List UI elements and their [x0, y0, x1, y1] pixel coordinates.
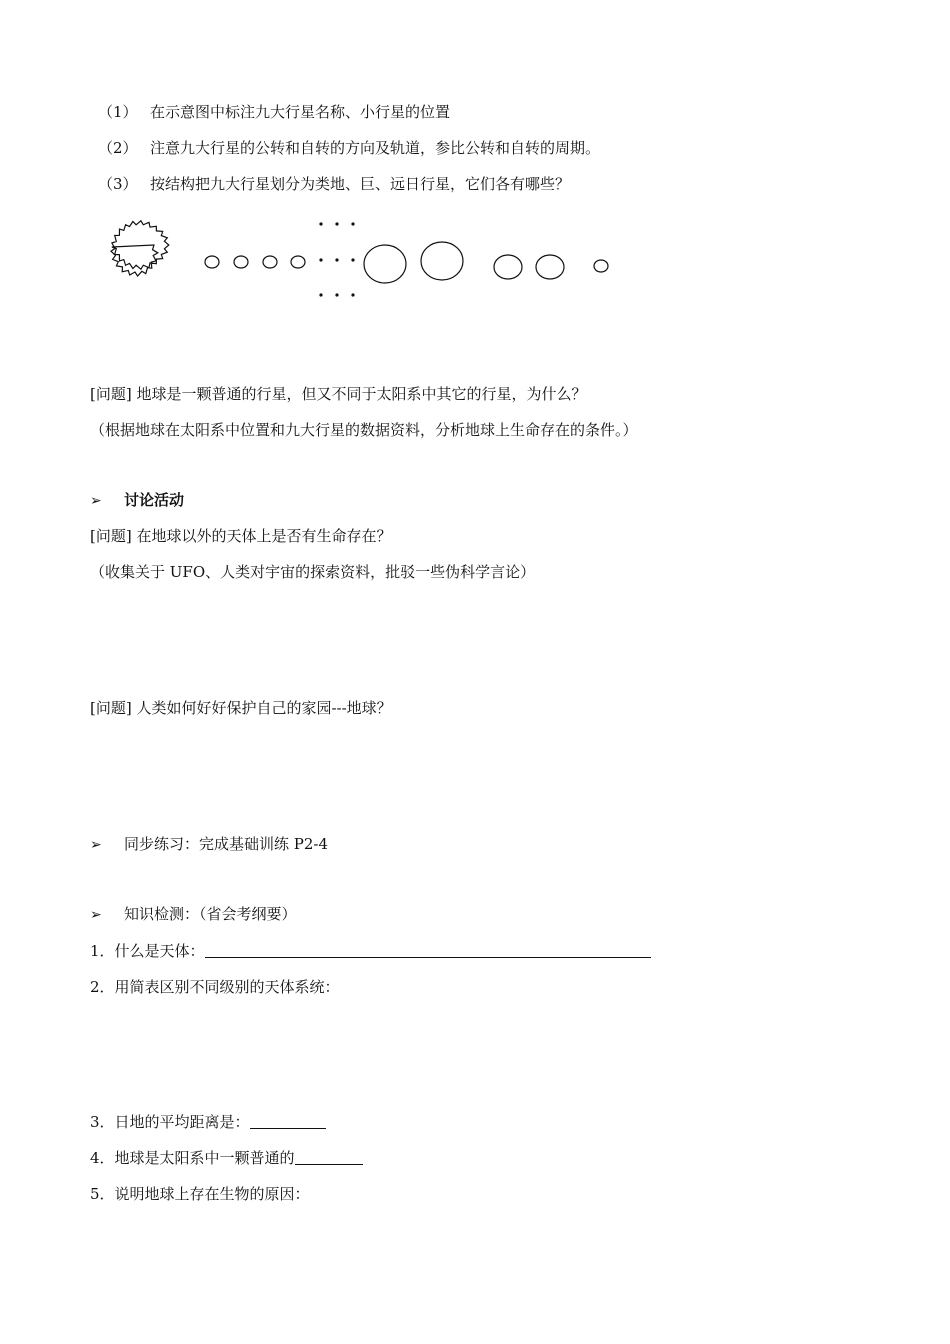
section-title: 讨论活动 — [124, 491, 185, 509]
task-text: 在示意图中标注九大行星名称、小行星的位置 — [150, 103, 451, 121]
task-text: 注意九大行星的公转和自转的方向及轨道，参比公转和自转的周期。 — [150, 139, 601, 157]
question-life-hint: （收集关于 UFO、人类对宇宙的探索资料，批驳一些伪科学言论） — [90, 563, 536, 581]
item-number: 2． — [90, 978, 115, 996]
planet-uranus — [494, 255, 522, 279]
bullet-arrow-icon: ➢ — [90, 493, 102, 509]
question-protect-earth: [问题] 人类如何好好保护自己的家园---地球？ — [90, 699, 392, 717]
question-earth-hint: （根据地球在太阳系中位置和九大行星的数据资料，分析地球上生命存在的条件。） — [90, 421, 638, 439]
section-discussion — [90, 490, 184, 511]
planet-earth — [263, 256, 277, 268]
item-text: 什么是天体： — [114, 942, 205, 960]
check-item-1 — [90, 941, 651, 961]
asteroid-belt — [319, 222, 354, 296]
item-number: 5． — [90, 1185, 115, 1203]
solar-system-diagram — [90, 210, 630, 310]
item-text: 日地的平均距离是： — [114, 1113, 250, 1131]
item-number: 3． — [90, 1113, 115, 1131]
task-text: 按结构把九大行星划分为类地、巨、远日行星，它们各有哪些？ — [150, 175, 571, 193]
planet-neptune — [536, 255, 564, 279]
planet-jupiter — [364, 245, 406, 283]
task-number: （3） — [98, 175, 138, 193]
check-item-3 — [90, 1112, 326, 1132]
planet-mercury — [205, 256, 219, 268]
answer-blank[interactable] — [205, 941, 651, 958]
planet-mars — [291, 256, 305, 268]
item-text: 用简表区别不同级别的天体系统： — [114, 978, 340, 996]
planet-venus — [234, 256, 248, 268]
question-earth-special: [问题] 地球是一颗普通的行星，但又不同于太阳系中其它的行星，为什么？ — [90, 385, 587, 403]
answer-blank[interactable] — [295, 1148, 363, 1165]
check-item-2 — [90, 977, 340, 997]
item-number: 1． — [90, 942, 115, 960]
bullet-arrow-icon: ➢ — [90, 837, 102, 853]
section-knowledge-check — [90, 904, 297, 925]
planet-saturn — [421, 242, 463, 280]
task-1 — [98, 102, 450, 122]
check-text: 知识检测：（省会考纲要） — [124, 905, 297, 923]
check-item-4 — [90, 1148, 363, 1168]
planet-pluto — [594, 260, 608, 272]
task-number: （1） — [98, 103, 138, 121]
task-number: （2） — [98, 139, 138, 157]
answer-blank[interactable] — [250, 1112, 326, 1129]
task-2 — [98, 138, 600, 158]
section-practice — [90, 834, 328, 855]
check-item-5 — [90, 1184, 310, 1204]
item-text: 地球是太阳系中一颗普通的 — [114, 1149, 295, 1167]
item-text: 说明地球上存在生物的原因： — [114, 1185, 310, 1203]
task-3 — [98, 174, 570, 194]
sun-starburst-icon — [111, 221, 169, 276]
item-number: 4． — [90, 1149, 115, 1167]
practice-text: 同步练习：完成基础训练 P2-4 — [124, 835, 329, 853]
bullet-arrow-icon: ➢ — [90, 907, 102, 923]
question-life-elsewhere: [问题] 在地球以外的天体上是否有生命存在？ — [90, 527, 392, 545]
